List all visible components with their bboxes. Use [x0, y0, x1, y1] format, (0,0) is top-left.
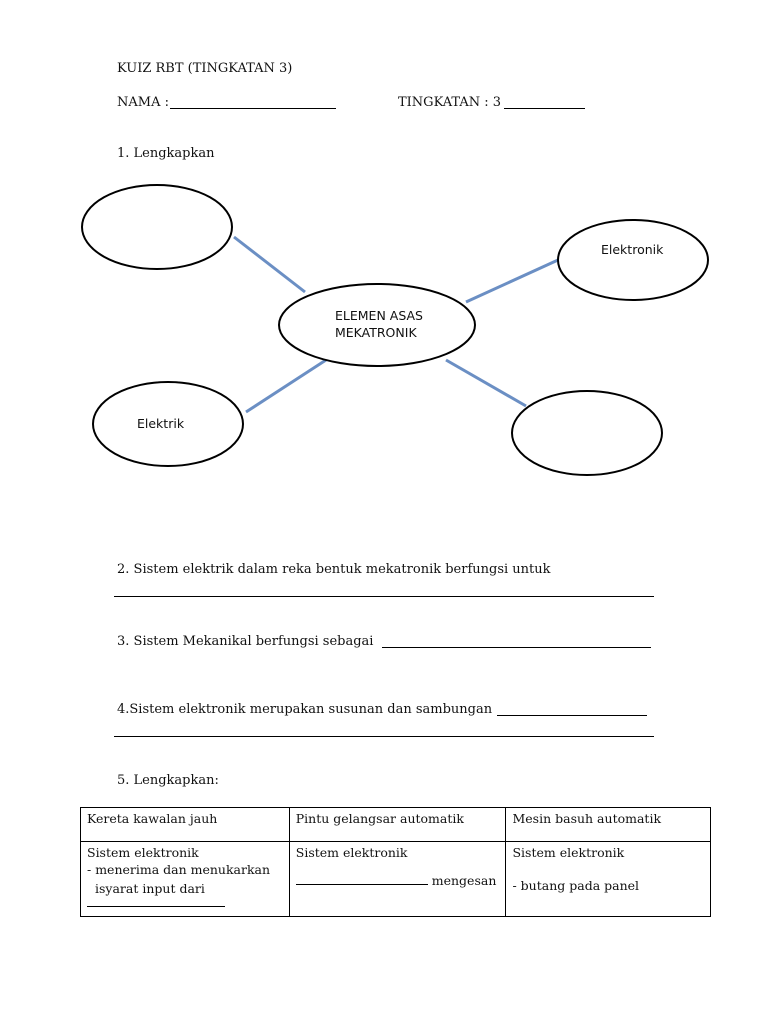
- q4-text: 4.Sistem elektronik merupakan susunan dan sambungan: [117, 702, 493, 717]
- top-right-label: Elektronik: [601, 242, 664, 257]
- cell-mesin: [506, 842, 711, 917]
- connector-bottom-left: [246, 360, 326, 412]
- cell-kereta: [81, 842, 290, 917]
- cell-line: isyarat input dari: [95, 881, 205, 896]
- q5-table: [80, 807, 711, 917]
- quiz-title: KUIZ RBT (TINGKATAN 3): [117, 61, 293, 76]
- ellipse-top-right: [558, 220, 708, 300]
- bottom-left-label: Elektrik: [137, 416, 185, 431]
- answer-blank[interactable]: [296, 872, 428, 885]
- q3-answer-line[interactable]: [382, 647, 651, 648]
- cell-line: - butang pada panel: [512, 878, 640, 893]
- q1-label: 1. Lengkapkan: [117, 146, 215, 161]
- connector-top-right: [466, 260, 558, 302]
- ellipse-top-left[interactable]: [82, 185, 232, 269]
- q2-answer-line[interactable]: [114, 596, 654, 597]
- cell-title: Sistem elektronik: [87, 845, 199, 860]
- name-label: NAMA :: [117, 95, 169, 110]
- form-label: TINGKATAN : 3: [398, 95, 502, 110]
- q2-text: 2. Sistem elektrik dalam reka bentuk mekatronik berfungsi untuk: [117, 562, 551, 577]
- header-cell: Kereta kawalan jauh: [81, 808, 290, 842]
- q3-text: 3. Sistem Mekanikal berfungsi sebagai: [117, 634, 374, 649]
- cell-pintu: [289, 842, 506, 917]
- cell-line: - menerima dan menukarkan: [87, 862, 271, 877]
- table-header-row: [81, 808, 711, 842]
- table-row: [81, 842, 711, 917]
- q5-label: 5. Lengkapkan:: [117, 773, 219, 788]
- header-cell: Mesin basuh automatik: [506, 808, 711, 842]
- connector-top-left: [234, 237, 305, 292]
- cell-title: Sistem elektronik: [512, 845, 625, 860]
- cell-line: [296, 861, 500, 889]
- ellipse-bottom-right[interactable]: [512, 391, 662, 475]
- q4-answer-line[interactable]: [114, 736, 654, 737]
- center-label-line2: MEKATRONIK: [335, 325, 417, 340]
- cell-suffix: mengesan: [431, 873, 497, 888]
- center-label-line1: ELEMEN ASAS: [335, 308, 423, 323]
- header-cell: Pintu gelangsar automatik: [289, 808, 506, 842]
- q4-answer-line-inline[interactable]: [497, 715, 647, 716]
- answer-blank[interactable]: [87, 897, 225, 907]
- cell-title: Sistem elektronik: [295, 845, 408, 860]
- connector-bottom-right: [446, 360, 526, 406]
